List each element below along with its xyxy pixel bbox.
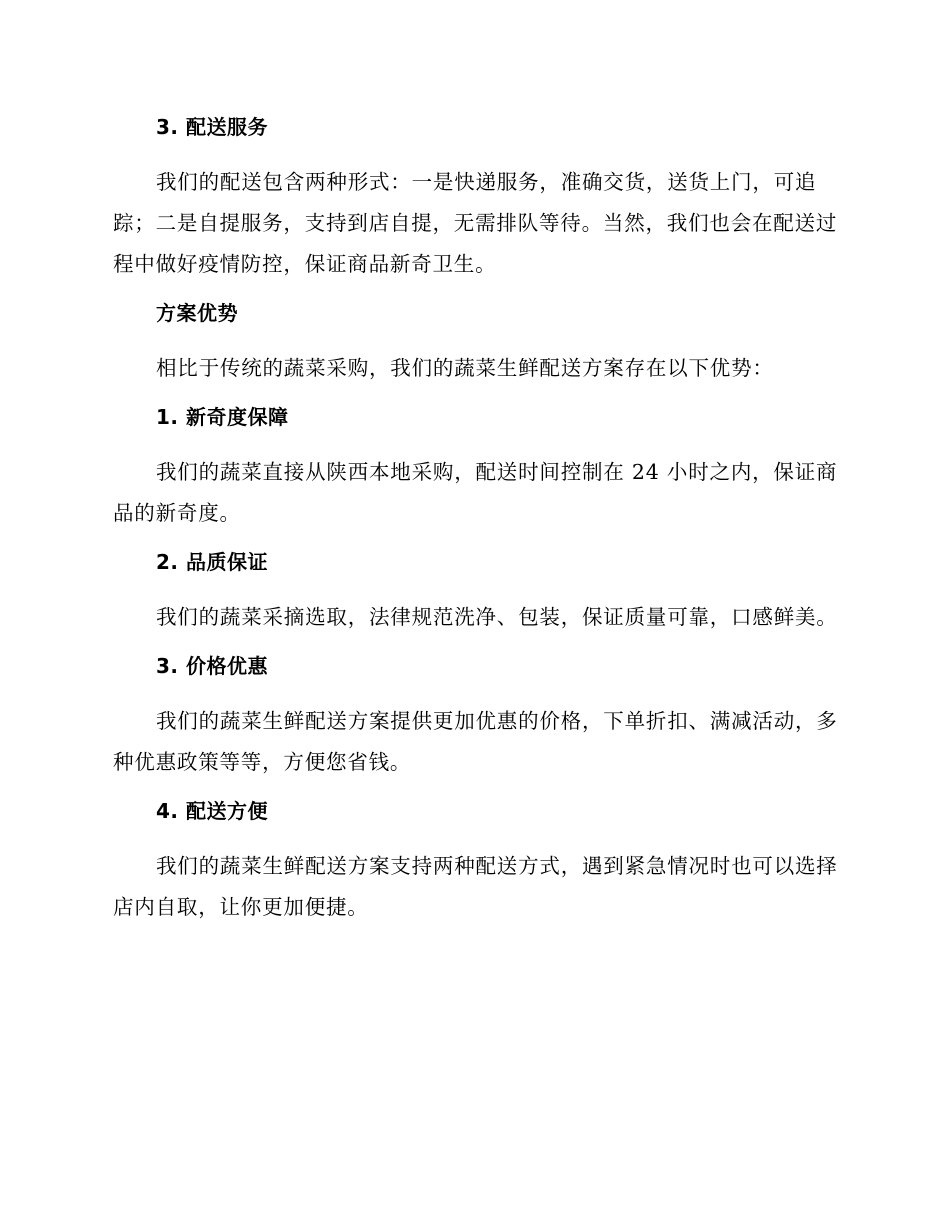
section-heading-price: 3. 价格优惠 <box>156 654 268 678</box>
section-paragraph-convenience: 我们的蔬菜生鲜配送方案支持两种配送方式，遇到紧急情况时也可以选择店内自取，让你更加便捷。 <box>113 854 838 919</box>
section-heading-freshness: 1. 新奇度保障 <box>156 405 289 429</box>
document-body <box>113 112 838 941</box>
section-paragraph-delivery-service: 我们的配送包含两种形式：一是快递服务，准确交货，送货上门，可追踪；二是自提服务，支持到店自提，无需排队等待。当然，我们也会在配送过程中做好疫情防控，保证商品新奇卫生。 <box>113 170 838 276</box>
section-paragraph-quality: 我们的蔬菜采摘选取，法律规范洗净、包装，保证质量可靠，口感鲜美。 <box>156 605 838 629</box>
section-paragraph-plan-advantages: 相比于传统的蔬菜采购，我们的蔬菜生鲜配送方案存在以下优势： <box>156 356 774 380</box>
section-heading-plan-advantages: 方案优势 <box>156 301 238 325</box>
section-heading-quality: 2. 品质保证 <box>156 550 268 574</box>
section-heading-delivery-service: 3. 配送服务 <box>156 115 268 139</box>
section-heading-convenience: 4. 配送方便 <box>156 799 268 823</box>
section-paragraph-price: 我们的蔬菜生鲜配送方案提供更加优惠的价格，下单折扣、满减活动，多种优惠政策等等，方便您省钱。 <box>113 709 838 774</box>
section-paragraph-freshness: 我们的蔬菜直接从陕西本地采购，配送时间控制在 24 小时之内，保证商品的新奇度。 <box>113 460 838 525</box>
